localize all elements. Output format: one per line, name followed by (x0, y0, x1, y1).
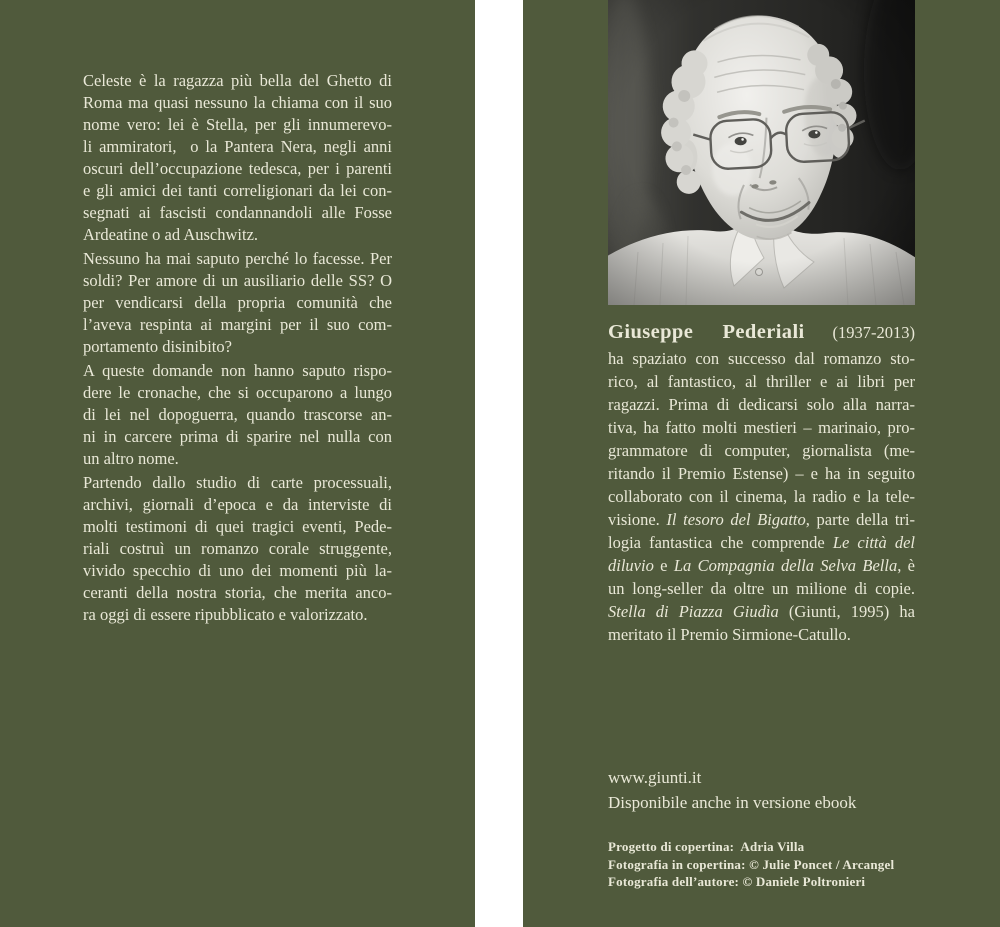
publisher-links (608, 766, 915, 815)
synopsis-text (83, 70, 392, 628)
website-url: www.giunti.it (608, 768, 702, 787)
synopsis-paragraph-4: Partendo dallo studio di carte processuali, archivi, giornali d’epoca e da interviste di molti testimoni di quei tragici eventi, Pede- riali costruì un romanzo corale struggente, vivido specchio di uno dei momenti più la- ceranti della nostra storia, che merita anco- ra oggi di essere ripubblicato e valorizzato. (83, 473, 392, 624)
ebook-note: Disponibile anche in versione ebook (608, 792, 857, 812)
author-name: Giuseppe Pederiali (608, 321, 805, 343)
author-flap-panel (523, 0, 1000, 927)
author-photo (608, 0, 915, 305)
synopsis-paragraph-3: A queste domande non hanno saputo rispo- dere le cronache, che si occuparono a lungo di lei nel dopoguerra, quando trascorse an- ni in carcere prima di sparire nel nulla con un altro nome. (83, 361, 392, 468)
author-name-line (608, 320, 915, 345)
author-bio (608, 320, 915, 648)
author-bio-text: ha spaziato con successo dal romanzo sto- rico, al fantastico, al thriller e ai libri per ragazzi. Prima di dedicarsi solo alla narra- tiva, ha fatto molti mestieri – marinaio, pro- grammatore di computer, giornalista (me- ritando il Premio Estense) – e ha in seguito collaborato con il cinema, la radio e la tele- visione. Il tesoro del Bigatto, parte della tri- logia fantastica che comprende Le città del diluvio e La Compagnia della Selva Bella, è un long-seller da oltre un milione di copie. Stella di Piazza Giudìa (Giunti, 1995) ha meritato il Premio Sirmione-Catullo. (608, 349, 915, 644)
author-portrait-illustration (608, 0, 915, 305)
synopsis-paragraph-1: Celeste è la ragazza più bella del Ghetto di Roma ma quasi nessuno la chiama con il suo nome vero: lei è Stella, per gli innumerevo- li ammiratori, o la Pantera Nera, negli anni oscuri dell’occupazione tedesca, per i parenti e gli amici dei tanti correligionari da lei con- segnati ai fascisti condannandoli alle Fosse Ardeatine o ad Auschwitz. (83, 71, 392, 244)
author-dates: (1937-2013) (832, 323, 916, 342)
back-flap-panel (0, 0, 475, 927)
synopsis-paragraph-2: Nessuno ha mai saputo perché lo facesse. Per soldi? Per amore di un ausiliario delle SS? O per vendicarsi della propria comunità che l’aveva respinta ai margini per il suo com- portamento disinibito? (83, 249, 392, 356)
credits-block: Progetto di copertina: Adria Villa Fotografia in copertina: © Julie Poncet / Arcangel Fotografia dell’autore: © Daniele Poltronieri (608, 839, 895, 890)
